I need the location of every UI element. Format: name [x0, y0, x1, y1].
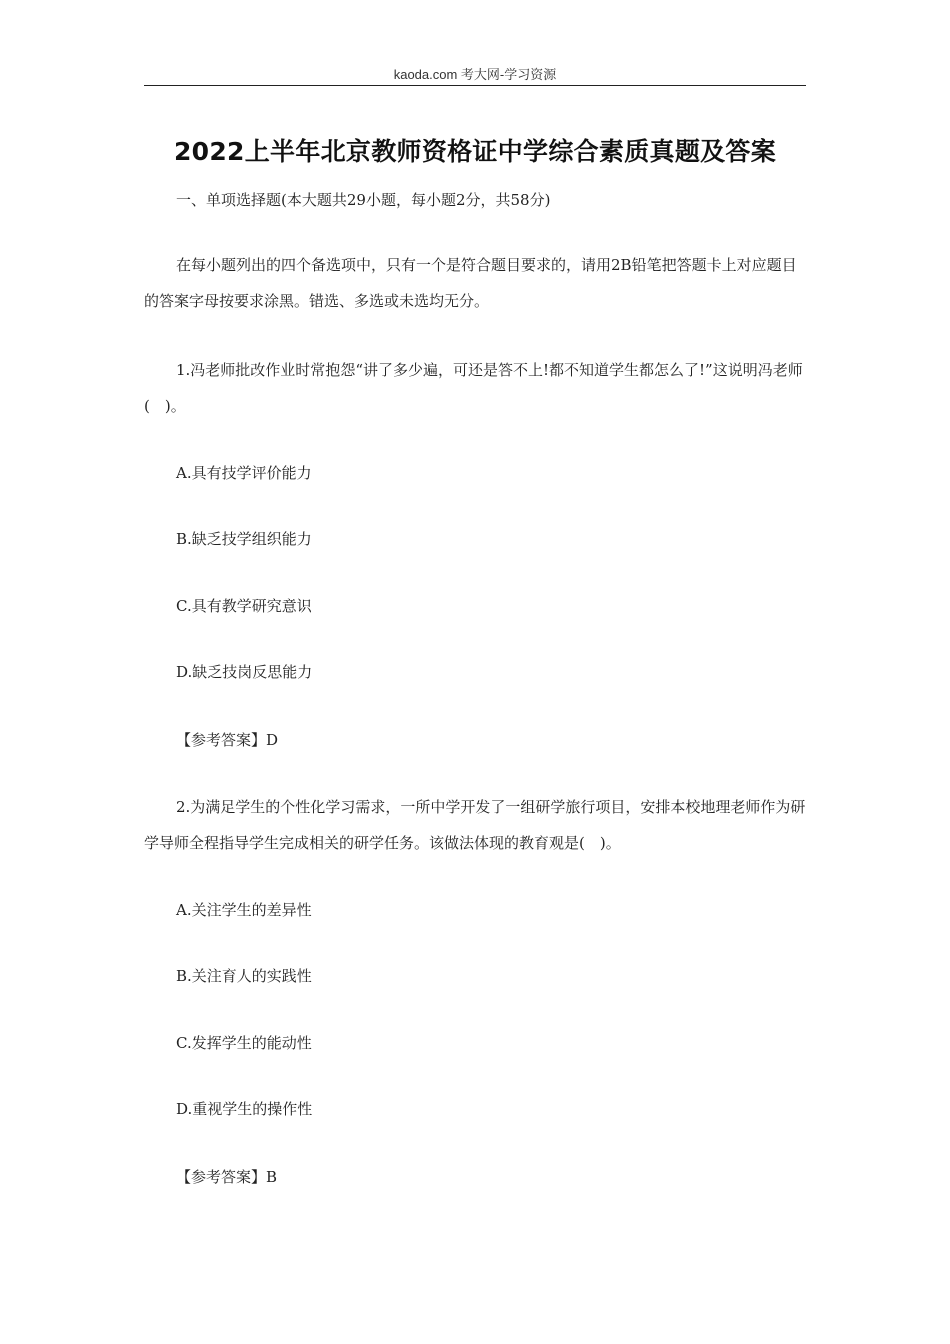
page-header-source: kaoda.com 考大网-学习资源	[393, 67, 557, 82]
question-1-option-b: B.缺乏技学组织能力	[176, 530, 312, 548]
question-1-answer: 【参考答案】D	[176, 731, 279, 749]
instructions-paragraph: 在每小题列出的四个备选项中，只有一个是符合题目要求的，请用2B铅笔把答题卡上对应题目的答案字母按要求涂黑。错选、多选或未选均无分。	[144, 256, 797, 310]
header-divider	[144, 85, 806, 86]
question-1-option-a: A.具有技学评价能力	[176, 464, 312, 482]
question-2-answer: 【参考答案】B	[176, 1168, 278, 1186]
question-2-stem: 2.为满足学生的个性化学习需求，一所中学开发了一组研学旅行项目，安排本校地理老师作为研学导师全程指导学生完成相关的研学任务。该做法体现的教育观是( )。	[144, 798, 806, 852]
question-2-option-d: D.重视学生的操作性	[176, 1100, 313, 1118]
question-2-option-a: A.关注学生的差异性	[176, 901, 312, 919]
question-2-option-c: C.发挥学生的能动性	[176, 1034, 312, 1052]
question-2-option-b: B.关注育人的实践性	[176, 967, 312, 985]
section-heading: 一、单项选择题(本大题共29小题，每小题2分，共58分)	[176, 191, 551, 209]
question-1-option-c: C.具有教学研究意识	[176, 597, 312, 615]
document-title: 2022上半年北京教师资格证中学综合素质真题及答案	[173, 137, 777, 166]
question-1-option-d: D.缺乏技岗反思能力	[176, 663, 313, 681]
question-1-stem: 1.冯老师批改作业时常抱怨“讲了多少遍，可还是答不上!都不知道学生都怎么了!”这说明冯老师( )。	[144, 361, 803, 415]
